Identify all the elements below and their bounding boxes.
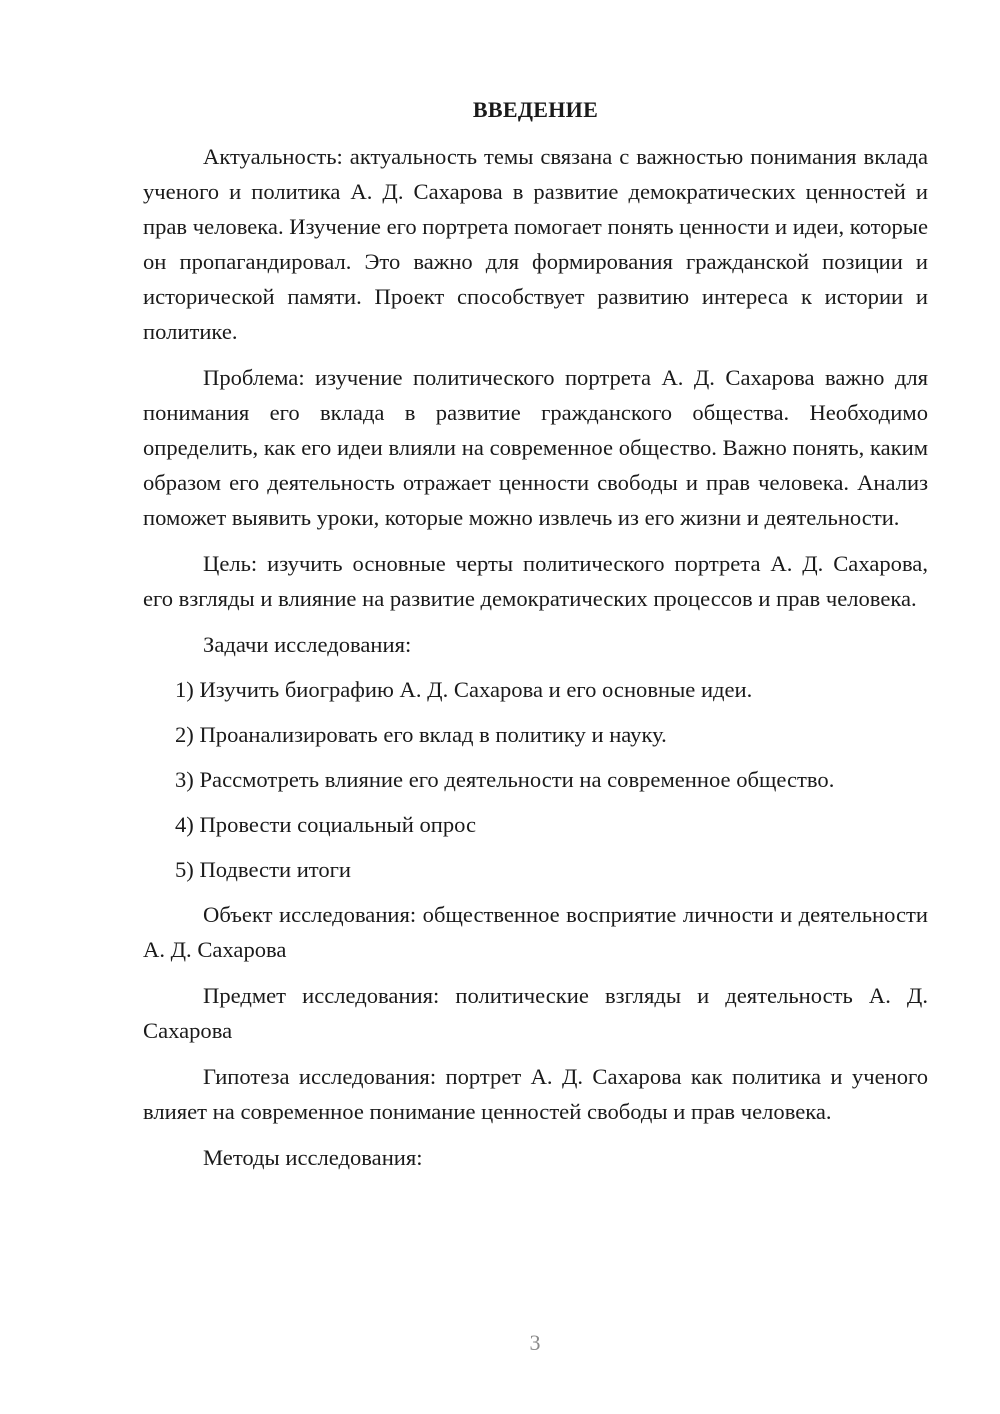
list-item: 4) Провести социальный опрос	[175, 812, 477, 837]
page-number: 3	[529, 1330, 541, 1355]
tasks-list	[143, 672, 928, 887]
subject-paragraph: Предмет исследования: политические взгляды и деятельность А. Д. Сахарова	[143, 983, 928, 1043]
document-page	[143, 92, 928, 1186]
hypothesis-paragraph: Гипотеза исследования: портрет А. Д. Сахарова как политика и ученого влияет на современное понимание ценностей свободы и прав человека.	[143, 1064, 928, 1124]
object-paragraph: Объект исследования: общественное восприятие личности и деятельности А. Д. Сахарова	[143, 902, 928, 962]
relevance-paragraph: Актуальность: актуальность темы связана с важностью понимания вклада ученого и политика А. Д. Сахарова в развитие демократических ценностей и прав человека. Изучение его портрета помогает понять ценности и идеи, которые он пропагандировал. Это важно для формирования гражданской позиции и исторической памяти. Проект способствует развитию интереса к истории и политике.	[143, 144, 928, 344]
list-item: 3) Рассмотреть влияние его деятельности на современное общество.	[175, 767, 835, 792]
page-title: ВВЕДЕНИЕ	[472, 97, 599, 122]
list-item: 5) Подвести итоги	[175, 857, 352, 882]
goal-paragraph: Цель: изучить основные черты политического портрета А. Д. Сахарова, его взгляды и влияние на развитие демократических процессов и прав человека.	[143, 551, 928, 611]
problem-paragraph: Проблема: изучение политического портрета А. Д. Сахарова важно для понимания его вклада в развитие гражданского общества. Необходимо определить, как его идеи влияли на современное общество. Важно понять, каким образом его деятельность отражает ценности свободы и прав человека. Анализ поможет выявить уроки, которые можно извлечь из его жизни и деятельности.	[143, 365, 928, 530]
list-item: 2) Проанализировать его вклад в политику и науку.	[175, 722, 667, 747]
tasks-heading: Задачи исследования:	[203, 632, 412, 657]
methods-paragraph: Методы исследования:	[203, 1145, 423, 1170]
list-item: 1) Изучить биографию А. Д. Сахарова и его основные идеи.	[175, 677, 753, 702]
